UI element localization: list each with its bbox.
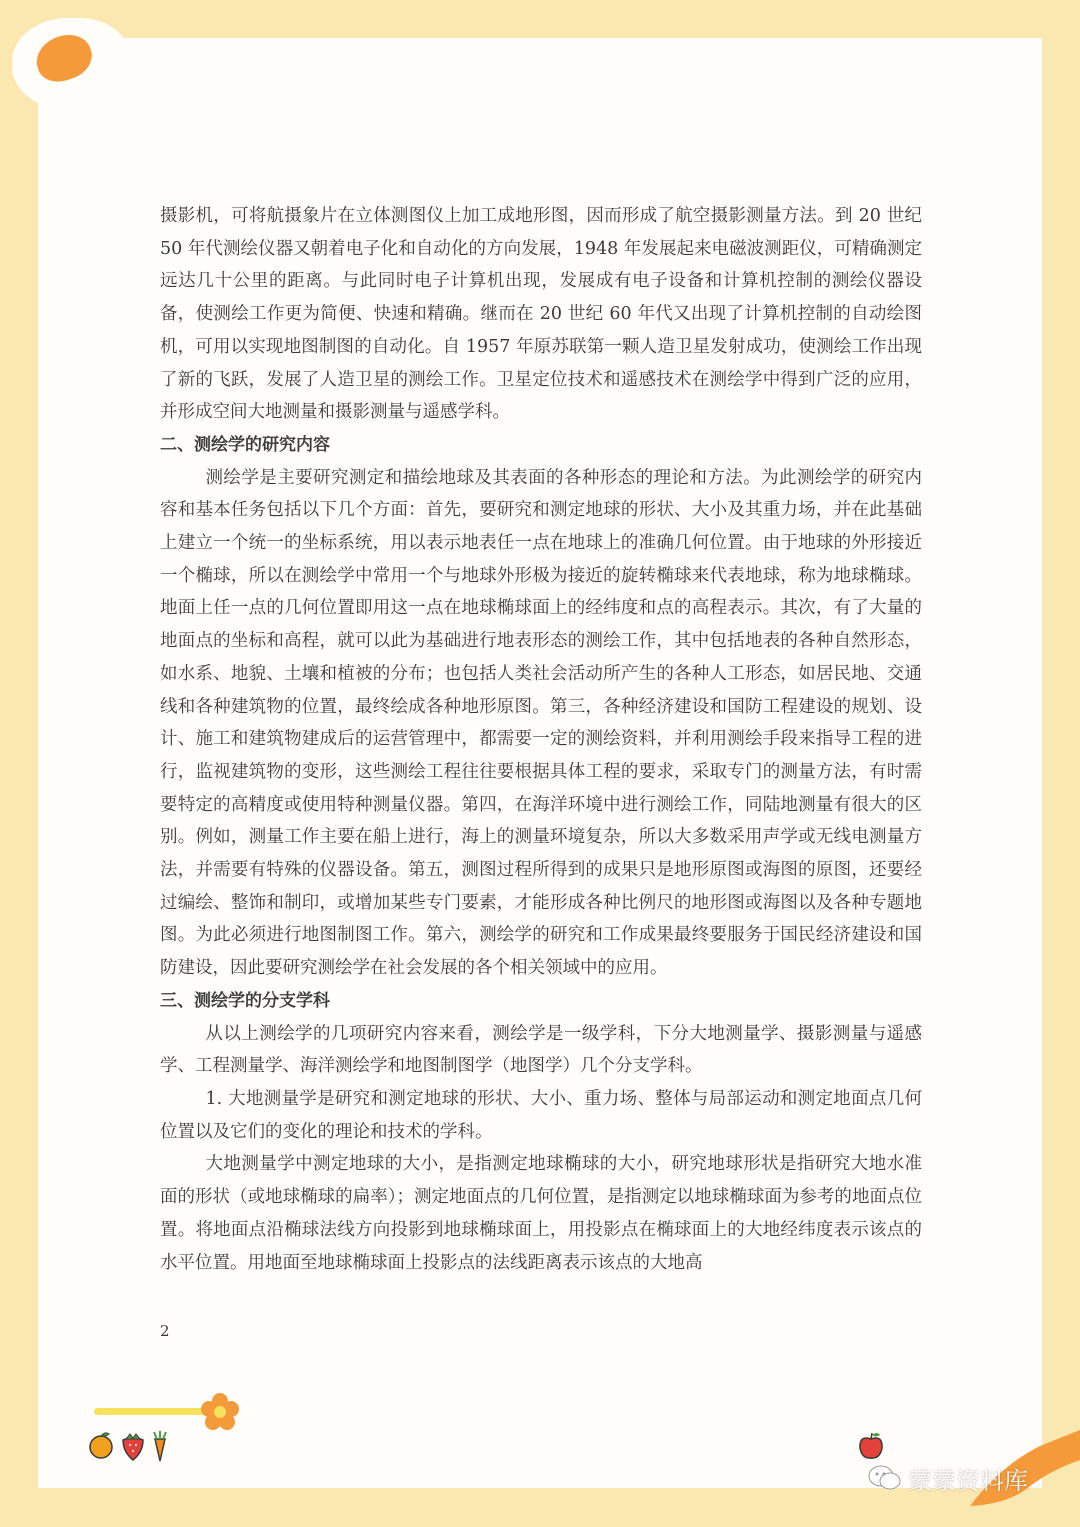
decorative-bar: [94, 1408, 206, 1415]
paragraph: 测绘学是主要研究测定和描绘地球及其表面的各种形态的理论和方法。为此测绘学的研究内容和基本任务包括以下几个方面：首先，要研究和测定地球的形状、大小及其重力场，并在此基础上建立一个统一的坐标系统，用以表示地表任一点在地球上的准确几何位置。由于地球的外形接近一个椭球，所以在测绘学中常用一个与地球外形极为接近的旋转椭球来代表地球，称为地球椭球。地面上任一点的几何位置即用这一点在地球椭球面上的经纬度和点的高程表示。其次，有了大量的地面点的坐标和高程，就可以此为基础进行地表形态的测绘工作，其中包括地表的各种自然形态，如水系、地貌、土壤和植被的分布；也包括人类社会活动所产生的各种人工形态，如居民地、交通线和各种建筑物的位置，最终绘成各种地形原图。第三，各种经济建设和国防工程建设的规划、设计、施工和建筑物建成后的运营管理中，都需要一定的测绘资料，并利用测绘手段来指导工程的进行，监视建筑物的变形，这些测绘工程往往要根据具体工程的要求，采取专门的测量方法，有时需要特定的高精度或使用特种测量仪器。第四，在海洋环境中进行测绘工作，同陆地测量有很大的区别。例如，测量工作主要在船上进行，海上的测量环境复杂，所以大多数采用声学或无线电测量方法，并需要有特殊的仪器设备。第五，测图过程所得到的成果只是地形原图或海图的原图，还要经过编绘、整饰和制印，或增加某些专门要素，才能形成各种比例尺的地形图或海图以及各种专题地图。为此必须进行地图制图工作。第六，测绘学的研究和工作成果最终要服务于国民经济建设和国防建设，因此要研究测绘学在社会发展的各个相关领域中的应用。: [160, 467, 922, 979]
document-body: [160, 200, 922, 1279]
paragraph: 大地测量学中测定地球的大小，是指测定地球椭球的大小，研究地球形状是指研究大地水准面的形状（或地球椭球的扁率）；测定地面点的几何位置，是指测定以地球椭球面为参考的地面点位置。将地面点沿椭球法线方向投影到地球椭球面上，用投影点在椭球面上的大地经纬度表示该点的水平位置。用地面至地球椭球面上投影点的法线距离表示该点的大地高: [160, 1154, 922, 1273]
section-heading: 二、测绘学的研究内容: [160, 434, 330, 455]
page-number: 2: [160, 1322, 170, 1340]
paragraph: 从以上测绘学的几项研究内容来看，测绘学是一级学科，下分大地测量学、摄影测量与遥感学、工程测量学、海洋测绘学和地图制图学（地图学）几个分支学科。: [160, 1023, 922, 1077]
watermark-text: 蒙蒙资料库: [908, 1466, 1028, 1495]
watermark: [868, 1460, 1028, 1496]
section-heading: 三、测绘学的分支学科: [160, 990, 330, 1011]
orange-icon: [88, 1430, 114, 1460]
flower-icon: [200, 1392, 240, 1432]
carrot-icon: [150, 1430, 170, 1462]
paragraph: 1. 大地测量学是研究和测定地球的形状、大小、重力场、整体与局部运动和测定地面点几何位置以及它们的变化的理论和技术的学科。: [160, 1088, 922, 1142]
paragraph: 摄影机，可将航摄象片在立体测图仪上加工成地形图，因而形成了航空摄影测量方法。到 20 世纪 50 年代测绘仪器又朝着电子化和自动化的方向发展，1948 年发展起来电磁波测距仪，可精确测定远达几十公里的距离。与此同时电子计算机出现，发展成有电子设备和计算机控制的测绘仪器设备，使测绘工作更为简便、快速和精确。继而在 20 世纪 60 年代又出现了计算机控制的自动绘图机，可用以实现地图制图的自动化。自 1957 年原苏联第一颗人造卫星发射成功，使测绘工作出现了新的飞跃，发展了人造卫星的测绘工作。卫星定位技术和遥感技术在测绘学中得到广泛的应用，并形成空间大地测量和摄影测量与遥感学科。: [160, 206, 922, 423]
wechat-icon: [868, 1464, 902, 1492]
strawberry-icon: [120, 1430, 146, 1462]
apple-icon: [858, 1430, 884, 1460]
